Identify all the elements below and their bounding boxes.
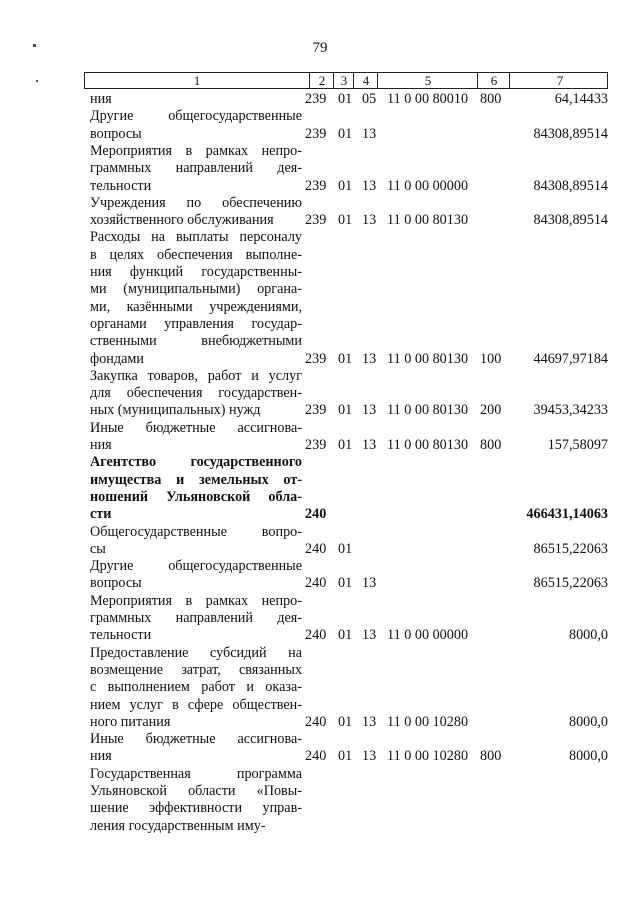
row-vr: 100 — [480, 350, 502, 367]
row-gr: 240 — [305, 540, 327, 557]
row-description-line: ного питания — [90, 713, 171, 730]
row-rz: 01 — [338, 748, 353, 765]
row-amount: 157,58097 — [547, 437, 608, 453]
row-amount: 86515,22063 — [533, 575, 608, 592]
row-gr: 240 — [305, 506, 327, 523]
row-gr: 239 — [305, 125, 327, 142]
row-description-line: шение эффективности управ- — [90, 800, 302, 817]
row-description-line: ния — [90, 91, 112, 107]
row-rz: 01 — [338, 212, 353, 229]
header-cell-3: 3 — [333, 73, 354, 88]
row-description-line: Государственная программа — [90, 765, 302, 782]
row-amount: 8000,0 — [568, 627, 608, 644]
row-description-line: фондами — [90, 350, 144, 367]
row-pr: 13 — [362, 713, 377, 730]
header-cell-1: 1 — [193, 73, 201, 88]
row-gr: 240 — [305, 575, 327, 592]
row-description-line: ми (муниципальными) органа- — [90, 281, 302, 298]
row-description-line: Расходы на выплаты персоналу — [90, 229, 302, 246]
header-cell-2: 2 — [309, 73, 334, 88]
row-amount: 84308,89514 — [533, 177, 608, 194]
row-amount: 86515,22063 — [533, 540, 608, 557]
row-description-line: ния — [90, 748, 112, 765]
row-gr: 240 — [305, 748, 327, 765]
row-rz: 01 — [338, 350, 353, 367]
row-rz: 01 — [338, 627, 353, 644]
row-description-line: Учреждения по обеспечению — [90, 194, 302, 211]
row-pr: 13 — [362, 177, 377, 194]
table-header — [84, 72, 608, 89]
row-rz: 01 — [338, 91, 353, 107]
row-pr: 13 — [362, 575, 377, 592]
row-description-line: имущества и земельных от- — [90, 471, 302, 488]
row-description-line: ния функций государственны- — [90, 264, 302, 280]
row-rz: 01 — [338, 540, 353, 557]
header-cell-7: 7 — [509, 73, 610, 88]
row-pr: 13 — [362, 125, 377, 142]
row-description-line: Общегосударственные вопро- — [90, 523, 302, 540]
row-description-line: ственными внебюджетными — [90, 333, 302, 350]
row-gr: 239 — [305, 402, 327, 419]
row-amount: 64,14433 — [554, 91, 608, 107]
row-description-line: в целях обеспечения выполне- — [90, 246, 302, 263]
row-description-line: Иные бюджетные ассигнова- — [90, 731, 302, 748]
row-gr: 239 — [305, 91, 327, 107]
row-amount: 8000,0 — [568, 748, 608, 765]
row-description-line: Другие общегосударственные — [90, 558, 302, 575]
row-amount: 84308,89514 — [533, 212, 608, 229]
row-pr: 13 — [362, 402, 377, 419]
row-pr: 13 — [362, 350, 377, 367]
row-csr: 11 0 00 80130 — [387, 350, 469, 367]
row-amount: 466431,14063 — [526, 506, 608, 523]
row-gr: 239 — [305, 350, 327, 367]
row-pr: 13 — [362, 748, 377, 765]
row-csr: 11 0 00 10280 — [387, 713, 469, 730]
row-gr: 240 — [305, 627, 327, 644]
row-description-line: ления государственным иму- — [90, 817, 266, 834]
row-rz: 01 — [338, 437, 353, 453]
row-amount: 84308,89514 — [533, 125, 608, 142]
row-description-line: вопросы — [90, 575, 142, 592]
row-description-line: Закупка товаров, работ и услуг — [90, 367, 302, 384]
row-gr: 239 — [305, 177, 327, 194]
row-csr: 11 0 00 80130 — [387, 437, 469, 453]
row-vr: 800 — [480, 437, 502, 453]
row-description-line: ных (муниципальных) нужд — [90, 402, 261, 419]
row-amount: 8000,0 — [568, 713, 608, 730]
scan-speck — [33, 44, 36, 47]
row-csr: 11 0 00 80130 — [387, 402, 469, 419]
row-description-line: Предоставление субсидий на — [90, 644, 302, 661]
row-csr: 11 0 00 80010 — [387, 91, 469, 107]
row-description-line: Ульяновской области «Повы- — [90, 783, 302, 799]
row-description-line: хозяйственного обслуживания — [90, 212, 274, 229]
row-pr: 05 — [362, 91, 377, 107]
header-cell-6: 6 — [477, 73, 510, 88]
row-description-line: Мероприятия в рамках непро- — [90, 142, 302, 159]
row-pr: 13 — [362, 437, 377, 453]
row-description-line: для обеспечения государствен- — [90, 385, 302, 402]
row-description-line: нием услуг в сфере обществен- — [90, 696, 302, 713]
row-description-line: вопросы — [90, 125, 142, 142]
header-cell-4: 4 — [353, 73, 378, 88]
scan-speck — [36, 80, 38, 82]
row-csr: 11 0 00 00000 — [387, 177, 469, 194]
row-pr: 13 — [362, 627, 377, 644]
row-rz: 01 — [338, 402, 353, 419]
row-csr: 11 0 00 10280 — [387, 748, 469, 765]
row-description-line: Иные бюджетные ассигнова- — [90, 419, 302, 436]
header-cell-5: 5 — [377, 73, 478, 88]
row-description-line: Агентство государственного — [90, 454, 302, 471]
row-rz: 01 — [338, 575, 353, 592]
row-amount: 39453,34233 — [533, 402, 608, 419]
row-description-line: сти — [90, 506, 112, 523]
row-description-line: тельности — [90, 627, 152, 644]
row-description-line: Другие общегосударственные — [90, 108, 302, 125]
row-gr: 239 — [305, 437, 327, 453]
row-description-line: возмещение затрат, связанных — [90, 661, 302, 678]
row-description-line: граммных направлений дея- — [90, 160, 302, 177]
row-description-line: органами управления государ- — [90, 315, 302, 332]
row-vr: 200 — [480, 402, 502, 419]
row-amount: 44697,97184 — [533, 350, 608, 367]
row-csr: 11 0 00 80130 — [387, 212, 469, 229]
row-description-line: Мероприятия в рамках непро- — [90, 592, 302, 609]
row-gr: 239 — [305, 212, 327, 229]
row-rz: 01 — [338, 177, 353, 194]
row-description-line: тельности — [90, 177, 152, 194]
row-pr: 13 — [362, 212, 377, 229]
row-description-line: с выполнением работ и оказа- — [90, 679, 302, 696]
row-description-line: граммных направлений дея- — [90, 610, 302, 626]
row-gr: 240 — [305, 713, 327, 730]
row-description-line: ношений Ульяновской обла- — [90, 488, 302, 505]
page-number: 79 — [312, 40, 328, 56]
row-csr: 11 0 00 00000 — [387, 627, 469, 644]
row-rz: 01 — [338, 713, 353, 730]
row-description-line: ния — [90, 437, 112, 453]
row-vr: 800 — [480, 748, 502, 765]
row-description-line: сы — [90, 540, 106, 557]
row-description-line: ми, казёнными учреждениями, — [90, 298, 302, 315]
row-vr: 800 — [480, 91, 502, 107]
row-rz: 01 — [338, 125, 353, 142]
